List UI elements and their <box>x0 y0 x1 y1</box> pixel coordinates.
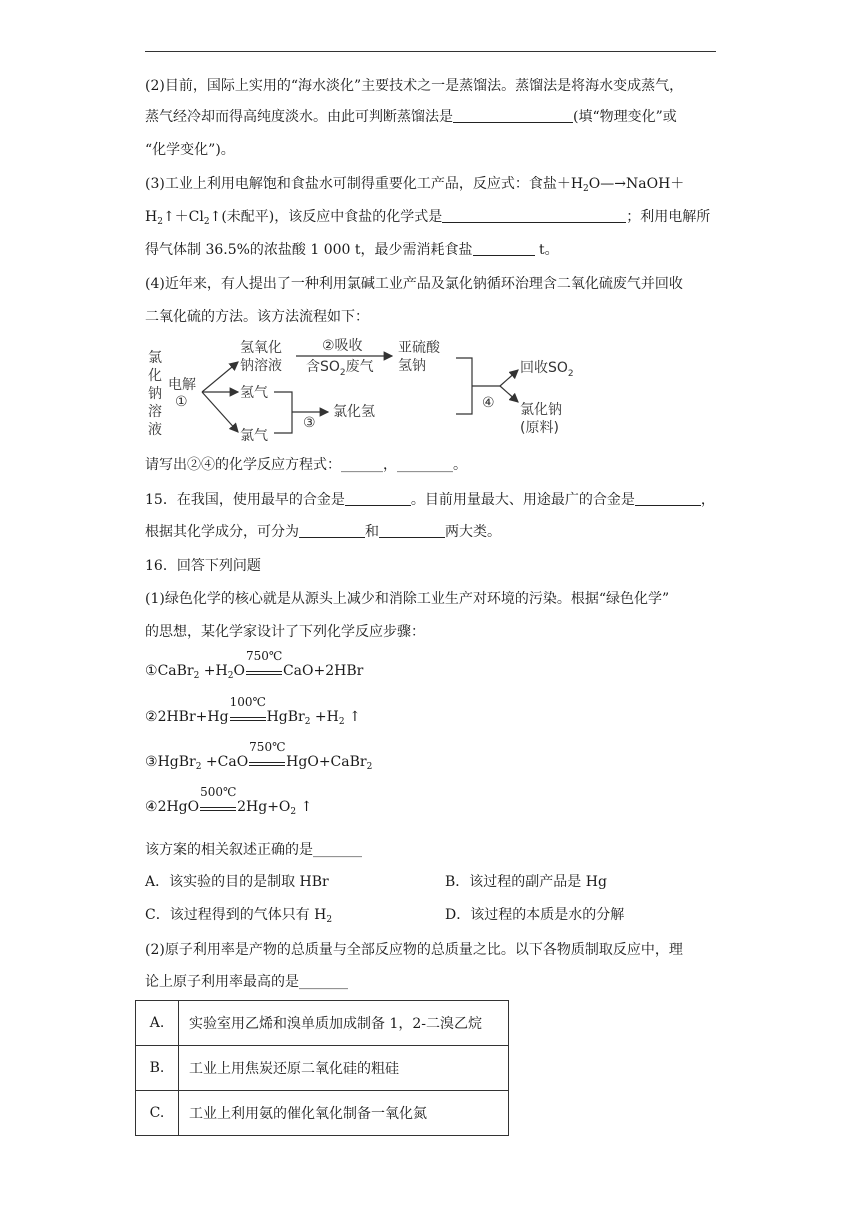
flow-step2-label: ②吸收 <box>322 338 363 354</box>
flow-h2: 氢气 <box>240 385 268 401</box>
equation-3: ③HgBr$_2$ +CaO 750℃ HgO+CaBr$_2$ <box>145 740 373 772</box>
flow-nacl: 氯化钠 <box>520 402 562 418</box>
flow-source-char: 溶 <box>148 404 162 420</box>
q14-part2-line2: 蒸气经冷却而得高纯度淡水。由此可判断蒸馏法是 (填“物理变化”或 <box>145 109 677 125</box>
choice-key: C. <box>136 1091 179 1136</box>
q16-part1-line2: 的思想，某化学家设计了下列化学反应步骤： <box>145 624 425 640</box>
option-b[interactable]: B．该过程的副产品是 Hg <box>445 874 607 890</box>
q15-line2: 根据其化学成分，可分为 和 两大类。 <box>145 524 501 540</box>
q16-part2-line2: 论上原子利用率最高的是_______ <box>145 974 348 990</box>
choice-key: B. <box>136 1046 179 1091</box>
choice-text: 工业上用焦炭还原二氧化硅的粗硅 <box>179 1046 509 1091</box>
flow-recover-so2: 回收$SO_2$ <box>520 360 574 379</box>
flow-step3: ③ <box>303 415 316 431</box>
equation-2: ②2HBr+Hg 100℃ HgBr$_2$ $+H_2$ ↑ <box>145 695 361 727</box>
q14-part3-line2: $H_2↑+Cl_2↑$(未配平)，该反应中食盐的化学式是 ；利用电解所 <box>145 209 711 227</box>
flow-naoh: 氢氧化 <box>240 340 282 356</box>
flow-cl2: 氯气 <box>240 428 268 444</box>
flow-source-char: 液 <box>148 422 162 438</box>
q16-part1-line1: (1)绿色化学的核心就是从源头上减少和消除工业生产对环境的污染。根据“绿色化学” <box>145 591 670 607</box>
answer-blank[interactable] <box>442 208 626 223</box>
q16-title: 16．回答下列问题 <box>145 558 261 574</box>
flow-nahso3: 亚硫酸 <box>398 340 440 356</box>
flow-electrolysis-label: 电解 <box>168 377 196 393</box>
answer-blank[interactable] <box>453 108 573 123</box>
flow-hcl: 氯化氢 <box>333 404 375 420</box>
flow-step4: ④ <box>482 395 495 411</box>
q16-part2-line1: (2)原子利用率是产物的总质量与全部反应物的总质量之比。以下各物质制取反应中，理 <box>145 942 683 958</box>
flow-so2-gas: 含$SO_2$废气 <box>306 359 374 378</box>
answer-blank[interactable] <box>299 523 365 538</box>
q16-ask1: 该方案的相关叙述正确的是_______ <box>145 842 362 858</box>
answer-blank[interactable] <box>635 491 701 506</box>
flow-source-char: 化 <box>148 368 162 384</box>
choice-text: 实验室用乙烯和溴单质加成制备 1，2-二溴乙烷 <box>179 1001 509 1046</box>
flow-source-char: 氯 <box>148 350 162 366</box>
table-row[interactable] <box>136 1001 509 1046</box>
option-a[interactable]: A．该实验的目的是制取 HBr <box>145 874 329 890</box>
option-c[interactable]: C．该过程得到的气体只有 $H_2$ <box>145 907 333 925</box>
process-flow-diagram <box>140 334 600 444</box>
choice-table <box>135 1000 509 1136</box>
q14-part4-line2: 二氧化硫的方法。该方法流程如下： <box>145 309 369 325</box>
q14-part4-line1: (4)近年来，有人提出了一种利用氯碱工业产品及氯化钠循环治理含二氧化硫废气并回收 <box>145 276 683 292</box>
flow-nahso3: 氢钠 <box>398 358 426 374</box>
flow-step1: ① <box>175 394 188 410</box>
q14-part4-ask: 请写出②④的化学反应方程式：______，________。 <box>145 457 467 473</box>
flow-raw: (原料) <box>520 420 559 436</box>
answer-blank[interactable] <box>345 491 411 506</box>
table-row[interactable] <box>136 1046 509 1091</box>
equation-1: ①CaBr$_2$ $+H_2O$ 750℃ CaO+2HBr <box>145 649 364 681</box>
q14-part3-line1: (3)工业上利用电解饱和食盐水可制得重要化工产品，反应式：食盐$+H_2O—\to NaOH+$ <box>145 176 685 194</box>
flow-source-char: 钠 <box>148 386 162 402</box>
equation-4: ④2HgO 500℃ $2Hg+O_2$ ↑ <box>145 785 313 817</box>
option-d[interactable]: D．该过程的本质是水的分解 <box>445 907 625 923</box>
top-divider <box>145 51 716 52</box>
answer-blank[interactable] <box>379 523 445 538</box>
answer-blank[interactable] <box>473 241 535 256</box>
q14-part2-line1: (2)目前，国际上实用的“海水淡化”主要技术之一是蒸馏法。蒸馏法是将海水变成蒸气， <box>145 78 684 94</box>
table-row[interactable] <box>136 1091 509 1136</box>
choice-text: 工业上利用氨的催化氧化制备一氧化氮 <box>179 1091 509 1136</box>
q14-part2-line3: “化学变化”)。 <box>145 142 235 158</box>
choice-key: A. <box>136 1001 179 1046</box>
q14-part3-line3: 得气体制 36.5%的浓盐酸 1 000 t，最少需消耗食盐 t。 <box>145 242 559 258</box>
q15-line1: 15．在我国，使用最早的合金是 。目前用量最大、用途最广的合金是 ， <box>145 492 715 508</box>
flow-naoh: 钠溶液 <box>240 358 282 374</box>
